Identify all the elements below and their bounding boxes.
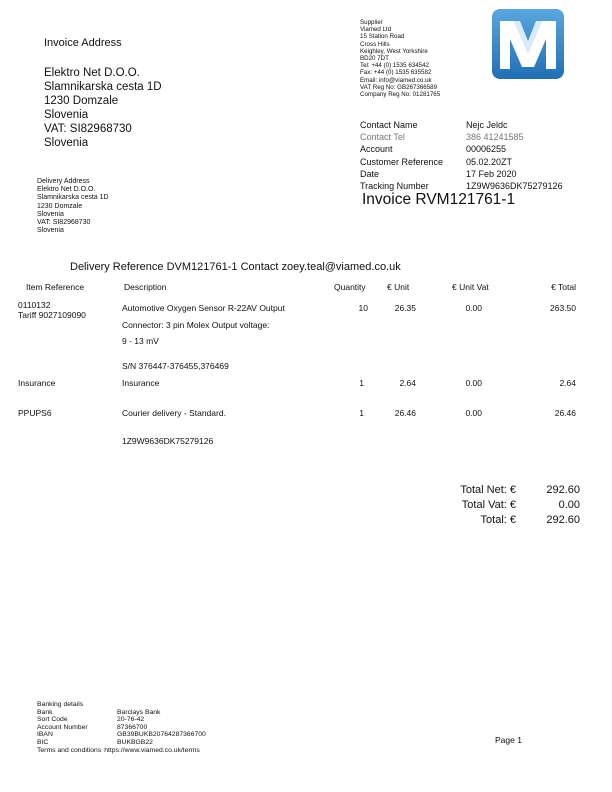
header-item-reference: Item Reference <box>26 282 85 292</box>
supplier-line: Supplier <box>360 19 383 26</box>
row-description <box>122 300 285 374</box>
banking-row <box>37 724 206 732</box>
contact-row <box>360 143 563 155</box>
banking-label: Terms and conditions <box>37 746 102 754</box>
delivery-address-line: 1230 Domzale <box>37 202 83 210</box>
description-line: S/N 376447-376455,376469 <box>122 360 229 371</box>
contact-label: Contact Tel <box>360 132 405 143</box>
contact-row <box>360 119 563 131</box>
header-unit: € Unit <box>387 282 410 292</box>
contact-row <box>360 156 563 168</box>
total-vat-label: Total Vat: € <box>461 499 516 511</box>
supplier-line: 15 Station Road <box>360 33 405 41</box>
viamed-logo-icon <box>492 9 564 79</box>
row-item-reference: PPUPS6 <box>18 408 52 418</box>
delivery-address-line: Slovenia <box>37 227 64 235</box>
page-number: Page 1 <box>495 735 522 745</box>
description-line <box>122 350 285 358</box>
banking-value: Barclays Bank <box>117 708 161 716</box>
delivery-address <box>37 178 109 235</box>
banking-details <box>37 701 206 754</box>
row-description <box>122 405 226 449</box>
description-line <box>122 422 226 433</box>
total-value: 292.60 <box>546 514 580 526</box>
delivery-reference: Delivery Reference DVM121761-1 Contact zoey.teal@viamed.co.uk <box>70 261 401 273</box>
invoice-address-line: 1230 Domzale <box>44 95 119 107</box>
banking-label: IBAN <box>37 731 53 739</box>
supplier-line: Tel: +44 (0) 1535 634542 <box>360 62 429 70</box>
banking-row <box>37 747 206 755</box>
terms-link[interactable]: https://www.viamed.co.uk/terms <box>104 746 200 754</box>
supplier-line: BD20 7DT <box>360 55 389 63</box>
contact-label: Date <box>360 168 380 179</box>
invoice-title: Invoice RVM121761-1 <box>362 191 516 208</box>
row-unit-vat: 0.00 <box>465 378 482 388</box>
banking-title: Banking details <box>37 701 84 708</box>
contact-row <box>360 168 563 180</box>
row-total: 2.64 <box>559 378 576 388</box>
supplier-line: Fax: +44 (0) 1535 635582 <box>360 69 432 77</box>
supplier-line: Email: info@viamed.co.uk <box>360 76 432 84</box>
supplier-line: VAT Reg No: GB267366589 <box>360 83 438 91</box>
total-net-label: Total Net: € <box>460 484 516 496</box>
invoice-address-line: Elektro Net D.O.O. <box>44 67 140 79</box>
supplier-line: Cross Hills <box>360 40 390 48</box>
banking-label: Sort Code <box>37 716 68 724</box>
total-vat-row <box>420 498 580 513</box>
contact-value: 1Z9W9636DK75279126 <box>466 181 563 192</box>
description-line: Connector: 3 pin Molex Output voltage: <box>122 319 270 330</box>
row-unit-vat: 0.00 <box>465 303 482 313</box>
item-reference-line: Tariff 9027109090 <box>18 310 86 320</box>
description-line: 9 - 13 mV <box>122 336 159 346</box>
invoice-address-line: Slovenia <box>44 137 89 149</box>
total-label: Total: € <box>480 514 516 526</box>
invoice-address-line: Slamnikarska cesta 1D <box>44 81 162 93</box>
total-row <box>420 513 580 528</box>
delivery-address-line: Slovenia <box>37 210 64 218</box>
description-line: Automotive Oxygen Sensor R-22AV Output <box>122 303 285 313</box>
row-total: 26.46 <box>554 408 576 418</box>
banking-row <box>37 731 206 739</box>
contact-row <box>360 131 563 143</box>
invoice-address <box>44 66 162 150</box>
contact-value: Nejc Jeldc <box>466 120 508 130</box>
banking-row <box>37 716 206 724</box>
total-vat-value: 0.00 <box>558 499 580 511</box>
row-unit: 26.46 <box>394 408 416 418</box>
contact-label: Contact Name <box>360 120 418 130</box>
row-unit-vat: 0.00 <box>465 408 482 418</box>
row-item-reference <box>18 300 86 320</box>
row-description: Insurance <box>122 378 160 388</box>
banking-label: Account Number <box>37 723 88 731</box>
header-description: Description <box>124 282 167 292</box>
delivery-address-line: VAT: SI82968730 <box>37 219 91 227</box>
header-total: € Total <box>551 282 576 292</box>
contact-value: 386 41241585 <box>466 132 524 143</box>
invoice-address-title: Invoice Address <box>44 37 122 49</box>
banking-value: BUKBGB22 <box>117 738 153 746</box>
banking-label: Bank <box>37 708 53 716</box>
contact-value: 05.02.20ZT <box>466 156 513 167</box>
totals-block <box>420 483 580 528</box>
row-quantity: 1 <box>359 378 364 388</box>
row-unit: 2.64 <box>399 378 416 388</box>
header-quantity: Quantity <box>334 282 366 292</box>
delivery-address-line: Delivery Address <box>37 178 90 185</box>
contact-label: Tracking Number <box>360 181 429 192</box>
row-quantity: 10 <box>358 303 368 313</box>
invoice-address-line: Slovenia <box>44 109 89 121</box>
header-unit-vat: € Unit Vat <box>452 282 489 292</box>
contact-value: 00006255 <box>466 144 507 155</box>
delivery-address-line: Slamnikarska cesta 1D <box>37 194 109 202</box>
supplier-block <box>360 19 440 98</box>
contact-details <box>360 119 563 192</box>
banking-label: BIC <box>37 738 49 746</box>
row-item-reference: Insurance <box>18 378 56 388</box>
invoice-address-line: VAT: SI82968730 <box>44 123 132 135</box>
supplier-line: Keighley, West Yorkshire <box>360 47 428 55</box>
banking-value: 20-76-42 <box>117 716 145 724</box>
banking-row <box>37 739 206 747</box>
banking-row <box>37 709 206 717</box>
banking-value: 87366700 <box>117 723 148 731</box>
banking-value: GB39BUKB20764287366700 <box>117 731 206 739</box>
supplier-line: Company Reg No: 01281765 <box>360 91 441 99</box>
row-quantity: 1 <box>359 408 364 418</box>
contact-label: Account <box>360 144 393 155</box>
contact-label: Customer Reference <box>360 156 444 167</box>
description-line: 1Z9W9636DK75279126 <box>122 435 214 446</box>
item-reference-line: 0110132 <box>18 300 51 310</box>
row-unit: 26.35 <box>394 303 416 313</box>
supplier-line: Viamed Ltd <box>360 26 392 34</box>
description-line: Courier delivery - Standard. <box>122 408 226 418</box>
row-total: 263.50 <box>550 303 576 313</box>
contact-value: 17 Feb 2020 <box>466 168 517 179</box>
total-net-row <box>420 483 580 498</box>
delivery-address-line: Elektro Net D.O.O. <box>37 186 96 194</box>
total-net-value: 292.60 <box>546 484 580 496</box>
